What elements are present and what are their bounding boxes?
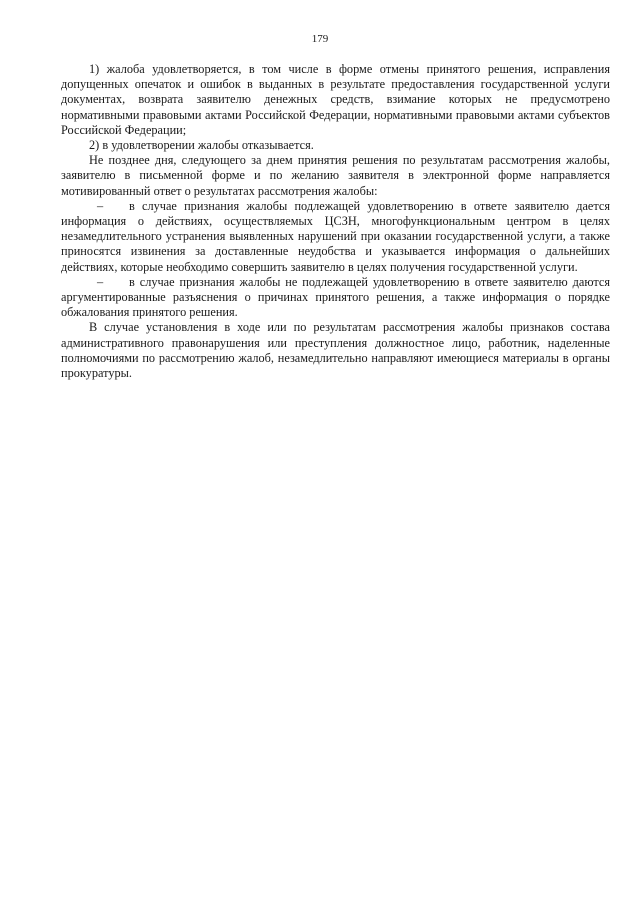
document-body — [61, 62, 610, 381]
page-number: 179 — [311, 33, 329, 45]
bullet-dash: – — [97, 274, 104, 289]
bullet-dash: – — [97, 198, 104, 213]
paragraph-complaint-rejected: 2) в удовлетворении жалобы отказывается. — [89, 138, 314, 153]
bullet-item-satisfied — [61, 199, 610, 275]
bullet-text: в случае признания жалобы подлежащей удовлетворению в ответе заявителю дается информация о действиях, осуществляемых ЦСЗН, многофункциональным центром в целях незамедлительного устранения выявленных нарушений при оказании государственной услуги, а также приносятся извинения за доставленные неудобства и указывается информация о дальнейших действиях, которые необходимо совершить заявителю в целях получения государственной услуги. — [61, 198, 610, 274]
paragraph-complaint-satisfied: 1) жалоба удовлетворяется, в том числе в форме отмены принятого решения, исправления допущенных опечаток и ошибок в выданных в результате предоставления государственной услуги документах, возврата заявителю денежных средств, взимание которых не предусмотрено нормативными правовыми актами Российской Федерации, нормативными правовыми актами субъектов Российской Федерации; — [61, 62, 610, 137]
paragraph-response-deadline: Не позднее дня, следующего за днем принятия решения по результатам рассмотрения жалобы, заявителю в письменной форме и по желанию заявителя в электронной форме направляется мотивированный ответ о результатах рассмотрения жалобы: — [61, 153, 610, 198]
bullet-text: в случае признания жалобы не подлежащей удовлетворению в ответе заявителю даются аргументированные разъяснения о причинах принятого решения, а также информация о порядке обжалования принятого решения. — [61, 274, 610, 320]
paragraph-prosecutor-referral: В случае установления в ходе или по результатам рассмотрения жалобы признаков состава административного правонарушения или преступления должностное лицо, работник, наделенные полномочиями по рассмотрению жалоб, незамедлительно направляют имеющиеся материалы в органы прокуратуры. — [61, 320, 610, 381]
bullet-item-rejected — [61, 275, 610, 321]
